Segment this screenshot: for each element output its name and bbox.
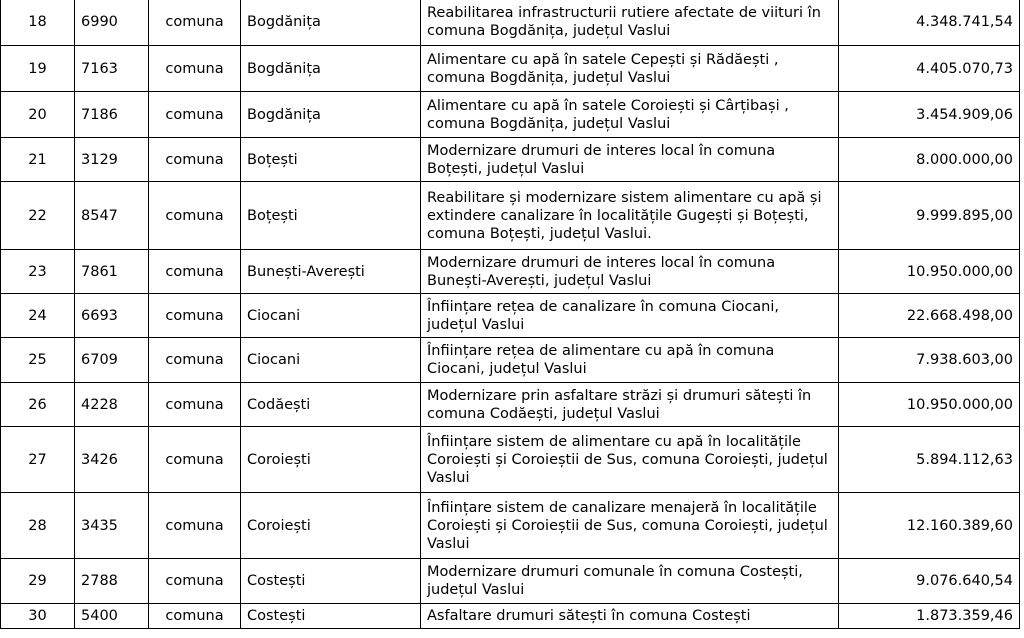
row-number-cell: 24: [1, 294, 75, 338]
table-row: [1, 559, 1020, 604]
project-value-cell: 4.348.741,54: [839, 0, 1020, 46]
unit-type-cell: comuna: [149, 46, 241, 92]
project-description-cell: Înființare sistem de alimentare cu apă în localitățile Coroiești și Coroieștii de Sus, comuna Coroiești, județul Vaslui: [421, 427, 839, 493]
row-number-cell: 28: [1, 493, 75, 559]
project-id-cell: 3426: [75, 427, 149, 493]
unit-type-cell: comuna: [149, 294, 241, 338]
row-number-cell: 30: [1, 604, 75, 629]
project-id-cell: 7163: [75, 46, 149, 92]
project-id-cell: 6990: [75, 0, 149, 46]
project-description-cell: Asfaltare drumuri sătești în comuna Costești: [421, 604, 839, 629]
unit-type-cell: comuna: [149, 338, 241, 383]
row-number-cell: 25: [1, 338, 75, 383]
project-description-cell: Modernizare drumuri de interes local în comuna Boțești, județul Vaslui: [421, 138, 839, 182]
project-value-cell: 10.950.000,00: [839, 250, 1020, 294]
project-description-cell: Reabilitarea infrastructurii rutiere afectate de viituri în comuna Bogdănița, județul Vaslui: [421, 0, 839, 46]
row-number-cell: 22: [1, 182, 75, 250]
project-value-cell: 9.076.640,54: [839, 559, 1020, 604]
project-id-cell: 8547: [75, 182, 149, 250]
project-description-cell: Modernizare prin asfaltare străzi și drumuri sătești în comuna Codăești, județul Vaslui: [421, 383, 839, 427]
unit-type-cell: comuna: [149, 250, 241, 294]
unit-type-cell: comuna: [149, 92, 241, 138]
locality-name-cell: Ciocani: [241, 338, 421, 383]
table-row: [1, 46, 1020, 92]
locality-name-cell: Codăești: [241, 383, 421, 427]
table-row: [1, 294, 1020, 338]
table-row: [1, 250, 1020, 294]
unit-type-cell: comuna: [149, 182, 241, 250]
project-value-cell: 9.999.895,00: [839, 182, 1020, 250]
unit-type-cell: comuna: [149, 604, 241, 629]
project-id-cell: 7186: [75, 92, 149, 138]
table-row: [1, 383, 1020, 427]
project-value-cell: 1.873.359,46: [839, 604, 1020, 629]
project-value-cell: 22.668.498,00: [839, 294, 1020, 338]
locality-name-cell: Coroiești: [241, 493, 421, 559]
table-row: [1, 493, 1020, 559]
locality-name-cell: Ciocani: [241, 294, 421, 338]
project-id-cell: 6709: [75, 338, 149, 383]
locality-name-cell: Bogdănița: [241, 92, 421, 138]
project-id-cell: 5400: [75, 604, 149, 629]
project-value-cell: 8.000.000,00: [839, 138, 1020, 182]
project-value-cell: 4.405.070,73: [839, 46, 1020, 92]
project-description-cell: Înființare rețea de canalizare în comuna Ciocani, județul Vaslui: [421, 294, 839, 338]
locality-name-cell: Boțești: [241, 138, 421, 182]
table-row: [1, 138, 1020, 182]
row-number-cell: 26: [1, 383, 75, 427]
locality-name-cell: Boțești: [241, 182, 421, 250]
project-value-cell: 12.160.389,60: [839, 493, 1020, 559]
table-row: [1, 604, 1020, 629]
row-number-cell: 20: [1, 92, 75, 138]
project-value-cell: 10.950.000,00: [839, 383, 1020, 427]
project-description-cell: Înființare rețea de alimentare cu apă în comuna Ciocani, județul Vaslui: [421, 338, 839, 383]
project-description-cell: Modernizare drumuri comunale în comuna Costești, județul Vaslui: [421, 559, 839, 604]
project-value-cell: 3.454.909,06: [839, 92, 1020, 138]
project-description-cell: Alimentare cu apă în satele Cepești și Rădăești , comuna Bogdănița, județul Vaslui: [421, 46, 839, 92]
unit-type-cell: comuna: [149, 493, 241, 559]
locality-name-cell: Bunești-Averești: [241, 250, 421, 294]
table-row: [1, 338, 1020, 383]
project-description-cell: Reabilitare și modernizare sistem alimentare cu apă și extindere canalizare în localitățile Gugești și Boțești, comuna Boțești, județul Vaslui.: [421, 182, 839, 250]
row-number-cell: 27: [1, 427, 75, 493]
unit-type-cell: comuna: [149, 559, 241, 604]
row-number-cell: 21: [1, 138, 75, 182]
unit-type-cell: comuna: [149, 0, 241, 46]
table-row: [1, 427, 1020, 493]
table-row: [1, 182, 1020, 250]
locality-name-cell: Costești: [241, 604, 421, 629]
project-id-cell: 3129: [75, 138, 149, 182]
row-number-cell: 19: [1, 46, 75, 92]
project-description-cell: Alimentare cu apă în satele Coroiești și Cârțibași , comuna Bogdănița, județul Vaslui: [421, 92, 839, 138]
unit-type-cell: comuna: [149, 427, 241, 493]
unit-type-cell: comuna: [149, 138, 241, 182]
project-id-cell: 2788: [75, 559, 149, 604]
project-id-cell: 4228: [75, 383, 149, 427]
project-id-cell: 3435: [75, 493, 149, 559]
unit-type-cell: comuna: [149, 383, 241, 427]
locality-name-cell: Bogdănița: [241, 46, 421, 92]
locality-name-cell: Coroiești: [241, 427, 421, 493]
project-description-cell: Înființare sistem de canalizare menajeră în localitățile Coroiești și Coroieștii de Sus, comuna Coroiești, județul Vaslui: [421, 493, 839, 559]
row-number-cell: 23: [1, 250, 75, 294]
table-row: [1, 0, 1020, 46]
locality-name-cell: Bogdănița: [241, 0, 421, 46]
row-number-cell: 18: [1, 0, 75, 46]
project-id-cell: 6693: [75, 294, 149, 338]
locality-name-cell: Costești: [241, 559, 421, 604]
table-row: [1, 92, 1020, 138]
project-value-cell: 7.938.603,00: [839, 338, 1020, 383]
project-value-cell: 5.894.112,63: [839, 427, 1020, 493]
row-number-cell: 29: [1, 559, 75, 604]
project-id-cell: 7861: [75, 250, 149, 294]
projects-table-body: [1, 0, 1020, 629]
project-description-cell: Modernizare drumuri de interes local în comuna Bunești-Averești, județul Vaslui: [421, 250, 839, 294]
